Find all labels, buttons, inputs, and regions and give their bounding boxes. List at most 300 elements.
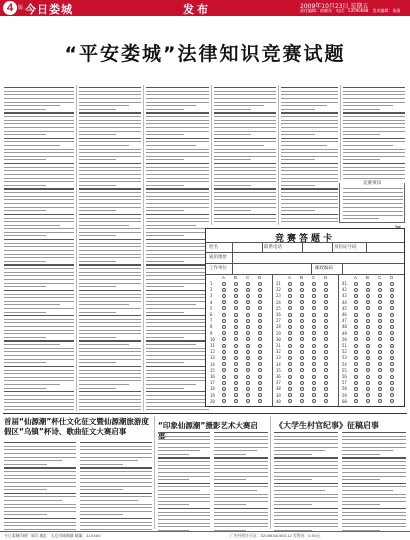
answer-bubble[interactable] [324,362,328,366]
answer-bubble[interactable] [222,393,226,397]
answer-bubble[interactable] [378,393,382,397]
column-rule [76,85,77,411]
issue-date: 2009年10月23日 星期五 [300,3,369,10]
answer-bubble[interactable] [366,319,370,323]
answer-bubble[interactable] [354,362,358,366]
answer-bubble[interactable] [366,337,370,341]
answer-bubble[interactable] [354,337,358,341]
answer-bubble[interactable] [300,387,304,391]
answer-bubble[interactable] [312,381,316,385]
answer-bubble[interactable] [324,350,328,354]
answer-bubble[interactable] [324,282,328,286]
question-number: 59 [342,392,347,398]
answer-bubble[interactable] [234,331,238,335]
answer-bubble[interactable] [234,337,238,341]
answer-bubble[interactable] [354,393,358,397]
answer-bubble[interactable] [258,300,262,304]
answer-bubble[interactable] [300,306,304,310]
answer-bubble[interactable] [390,368,394,372]
answer-bubble[interactable] [234,368,238,372]
answer-bubble[interactable] [312,344,316,348]
answer-card-title: 竞赛答题卡 [274,234,335,244]
answer-bubble[interactable] [258,362,262,366]
answer-bubble[interactable] [222,337,226,341]
question-number: 19 [210,392,215,398]
answer-bubble[interactable] [390,300,394,304]
answer-bubble[interactable] [366,381,370,385]
answer-bubble[interactable] [246,362,250,366]
answer-bubble[interactable] [354,294,358,298]
answer-bubble[interactable] [234,362,238,366]
answer-bubble[interactable] [288,337,292,341]
answer-bubble[interactable] [390,337,394,341]
answer-bubble[interactable] [390,362,394,366]
answer-bubble[interactable] [366,282,370,286]
answer-bubble[interactable] [312,387,316,391]
contest-notes-title: 竞赛须知 [340,180,404,186]
answer-bubble[interactable] [300,337,304,341]
answer-bubble[interactable] [324,344,328,348]
question-number: 42 [342,287,347,293]
answer-bubble[interactable] [258,350,262,354]
answer-bubble[interactable] [300,375,304,379]
answer-bubble[interactable] [312,331,316,335]
question-number: 44 [342,299,347,305]
question-number: 3 [210,293,213,299]
answer-bubble[interactable] [390,399,394,403]
answer-bubble[interactable] [300,362,304,366]
answer-bubble[interactable] [390,393,394,397]
answer-bubble[interactable] [222,294,226,298]
answer-bubble[interactable] [312,399,316,403]
answer-bubble[interactable] [288,344,292,348]
answer-bubble[interactable] [288,294,292,298]
question-number: 17 [210,380,215,386]
answer-bubble[interactable] [390,344,394,348]
answer-bubble[interactable] [246,331,250,335]
answer-bubble[interactable] [246,399,250,403]
answer-bubble[interactable] [246,306,250,310]
answer-bubble[interactable] [246,350,250,354]
answer-bubble[interactable] [312,319,316,323]
answer-bubble[interactable] [378,350,382,354]
question-number: 31 [276,343,281,348]
answer-bubble[interactable] [258,294,262,298]
answer-bubble[interactable] [324,356,328,360]
answer-bubble[interactable] [366,294,370,298]
answer-bubble[interactable] [288,319,292,323]
answer-bubble[interactable] [390,288,394,292]
answer-bubble[interactable] [378,282,382,286]
answer-bubble[interactable] [390,294,394,298]
question-number: 15 [210,367,215,373]
answer-bubble[interactable] [222,387,226,391]
answer-bubble[interactable] [288,331,292,335]
question-number: 23 [276,293,281,299]
answer-bubble[interactable] [366,288,370,292]
text-column [343,87,405,181]
answer-bubble[interactable] [324,313,328,317]
answer-bubble[interactable] [222,325,226,329]
text-column [281,87,338,225]
answer-bubble[interactable] [258,288,262,292]
answer-bubble[interactable] [390,325,394,329]
answer-bubble[interactable] [222,319,226,323]
answer-bubble[interactable] [222,288,226,292]
address-field-label: 通讯地址 [209,255,227,260]
answer-bubble[interactable] [354,300,358,304]
answer-bubble[interactable] [324,387,328,391]
choice-letter-label: A [222,275,226,280]
choice-letter-label: D [324,275,328,280]
answer-bubble[interactable] [288,313,292,317]
question-number: 35 [276,367,281,373]
answer-bubble[interactable] [354,331,358,335]
answer-bubble[interactable] [324,306,328,310]
answer-bubble[interactable] [354,325,358,329]
answer-bubble[interactable] [222,399,226,403]
answer-bubble[interactable] [378,325,382,329]
answer-bubble[interactable] [378,387,382,391]
answer-bubble[interactable] [378,375,382,379]
answer-bubble[interactable] [246,381,250,385]
answer-bubble[interactable] [366,306,370,310]
answer-bubble[interactable] [234,344,238,348]
answer-bubble[interactable] [324,368,328,372]
answer-bubble[interactable] [258,387,262,391]
answer-bubble[interactable] [312,350,316,354]
answer-bubble[interactable] [390,387,394,391]
question-number: 18 [210,386,215,392]
question-number: 53 [342,355,347,361]
answer-bubble[interactable] [378,306,382,310]
question-number: 7 [210,318,213,324]
answer-bubble[interactable] [366,368,370,372]
answer-bubble[interactable] [288,282,292,286]
answer-bubble[interactable] [288,325,292,329]
answer-bubble[interactable] [312,375,316,379]
answer-bubble[interactable] [324,300,328,304]
question-number: 54 [342,361,347,367]
answer-bubble[interactable] [300,319,304,323]
answer-bubble[interactable] [354,313,358,317]
answer-bubble[interactable] [390,381,394,385]
section-divider [3,413,407,414]
answer-bubble[interactable] [366,387,370,391]
question-number: 30 [276,336,281,342]
answer-bubble[interactable] [288,381,292,385]
answer-bubble[interactable] [390,306,394,310]
answer-bubble[interactable] [324,375,328,379]
answer-bubble[interactable] [300,282,304,286]
answer-bubble[interactable] [300,300,304,304]
question-number: 58 [342,386,347,392]
column-rule [278,85,279,225]
answer-bubble[interactable] [312,356,316,360]
answer-bubble[interactable] [312,337,316,341]
answer-bubble[interactable] [246,288,250,292]
answer-bubble[interactable] [300,399,304,403]
answer-bubble[interactable] [324,331,328,335]
text-column [4,442,76,540]
answer-bubble[interactable] [222,350,226,354]
answer-bubble[interactable] [312,306,316,310]
answer-bubble[interactable] [246,313,250,317]
answer-bubble[interactable] [378,288,382,292]
answer-bubble[interactable] [354,368,358,372]
answer-bubble[interactable] [390,319,394,323]
answer-bubble[interactable] [324,294,328,298]
answer-bubble[interactable] [234,282,238,286]
answer-bubble[interactable] [288,306,292,310]
answer-bubble[interactable] [288,399,292,403]
answer-bubble[interactable] [234,393,238,397]
answer-bubble[interactable] [378,319,382,323]
answer-bubble[interactable] [324,381,328,385]
answer-bubble[interactable] [366,300,370,304]
answer-bubble[interactable] [300,325,304,329]
answer-bubble[interactable] [390,282,394,286]
answer-bubble[interactable] [258,399,262,403]
answer-bubble[interactable] [288,368,292,372]
answer-bubble[interactable] [354,306,358,310]
answer-bubble[interactable] [378,337,382,341]
answer-bubble[interactable] [234,294,238,298]
choice-letter-label: B [366,275,370,280]
answer-bubble[interactable] [300,331,304,335]
answer-bubble[interactable] [390,350,394,354]
question-number: 5 [210,305,213,311]
answer-bubble[interactable] [354,399,358,403]
question-number: 52 [342,349,347,355]
answer-bubble[interactable] [312,313,316,317]
answer-bubble[interactable] [366,375,370,379]
answer-bubble[interactable] [312,325,316,329]
answer-bubble[interactable] [258,313,262,317]
answer-bubble[interactable] [258,325,262,329]
question-number: 24 [276,299,281,305]
answer-bubble[interactable] [258,337,262,341]
question-number: 38 [276,386,281,392]
answer-bubble[interactable] [366,362,370,366]
answer-bubble[interactable] [378,331,382,335]
answer-bubble[interactable] [246,344,250,348]
answer-bubble[interactable] [246,387,250,391]
answer-bubble[interactable] [258,368,262,372]
answer-bubble[interactable] [378,294,382,298]
answer-bubble[interactable] [324,393,328,397]
answer-bubble[interactable] [234,381,238,385]
workplace-field-label: 工作单位 [209,266,227,271]
answer-bubble[interactable] [222,306,226,310]
answer-bubble[interactable] [234,325,238,329]
answer-bubble[interactable] [354,350,358,354]
answer-bubble[interactable] [312,393,316,397]
answer-bubble[interactable] [366,331,370,335]
answer-bubble[interactable] [324,399,328,403]
answer-bubble[interactable] [234,313,238,317]
question-number: 12 [210,349,215,355]
question-number: 39 [276,392,281,398]
answer-bubble[interactable] [300,350,304,354]
answer-bubble[interactable] [258,282,262,286]
answer-bubble[interactable] [258,375,262,379]
answer-bubble[interactable] [222,313,226,317]
footer-printer-info: 今日娄城印刷厂承印 地址：太仓市城厢镇 邮编：215400 [4,533,101,538]
answer-bubble[interactable] [312,282,316,286]
text-column [158,432,210,540]
answer-bubble[interactable] [234,356,238,360]
answer-bubble[interactable] [312,300,316,304]
column-rule [143,85,144,411]
answer-bubble[interactable] [234,306,238,310]
question-number: 26 [276,312,281,317]
answer-bubble[interactable] [354,288,358,292]
answer-bubble[interactable] [354,381,358,385]
answer-bubble[interactable] [324,288,328,292]
answer-bubble[interactable] [222,362,226,366]
answer-bubble[interactable] [354,356,358,360]
answer-bubble[interactable] [288,288,292,292]
answer-bubble[interactable] [258,381,262,385]
answer-bubble[interactable] [378,344,382,348]
answer-bubble[interactable] [246,356,250,360]
answer-bubble[interactable] [234,399,238,403]
answer-bubble[interactable] [246,375,250,379]
answer-bubble[interactable] [324,319,328,323]
answer-bubble[interactable] [234,319,238,323]
question-number: 47 [342,318,347,324]
answer-bubble[interactable] [234,375,238,379]
answer-bubble[interactable] [288,356,292,360]
answer-bubble[interactable] [288,300,292,304]
answer-bubble[interactable] [246,319,250,323]
question-number: 60 [342,398,347,404]
answer-bubble[interactable] [366,344,370,348]
question-number: 41 [342,281,347,286]
answer-bubble[interactable] [390,331,394,335]
answer-bubble[interactable] [222,282,226,286]
question-number: 20 [210,398,215,404]
answer-bubble[interactable] [378,300,382,304]
question-number: 57 [342,380,347,386]
answer-bubble[interactable] [300,381,304,385]
answer-bubble[interactable] [366,356,370,360]
answer-bubble[interactable] [258,356,262,360]
question-number: 25 [276,305,281,311]
answer-bubble[interactable] [378,356,382,360]
answer-bubble[interactable] [234,288,238,292]
answer-bubble[interactable] [222,381,226,385]
question-number: 27 [276,318,281,324]
page-ban-label: 版 [18,5,24,11]
answer-bubble[interactable] [288,350,292,354]
question-number: 34 [276,361,281,367]
text-column [214,87,276,225]
answer-bubble[interactable] [378,381,382,385]
answer-bubble[interactable] [246,282,250,286]
answer-bubble[interactable] [390,356,394,360]
answer-bubble[interactable] [366,399,370,403]
answer-bubble[interactable] [390,375,394,379]
answer-bubble[interactable] [378,362,382,366]
answer-bubble[interactable] [378,399,382,403]
answer-bubble[interactable] [234,387,238,391]
masthead-bar [0,0,410,16]
answer-bubble[interactable] [366,313,370,317]
answer-bubble[interactable] [300,288,304,292]
answer-bubble[interactable] [354,319,358,323]
answer-bubble[interactable] [258,306,262,310]
answer-bubble[interactable] [366,393,370,397]
question-number: 9 [210,330,213,336]
grid-column-rule [272,274,273,407]
answer-bubble[interactable] [234,350,238,354]
answer-bubble[interactable] [222,368,226,372]
answer-bubble[interactable] [258,331,262,335]
answer-bubble[interactable] [354,344,358,348]
question-number: 46 [342,312,347,317]
answer-bubble[interactable] [300,313,304,317]
text-column [79,87,141,413]
answer-bubble[interactable] [246,300,250,304]
answer-bubble[interactable] [246,393,250,397]
answer-bubble[interactable] [246,368,250,372]
page-headline: “平安娄城”法律知识竞赛试题 [64,43,346,65]
answer-bubble[interactable] [312,362,316,366]
answer-bubble[interactable] [324,325,328,329]
answer-bubble[interactable] [390,313,394,317]
answer-bubble[interactable] [246,337,250,341]
answer-bubble[interactable] [222,300,226,304]
answer-bubble[interactable] [366,350,370,354]
answer-bubble[interactable] [312,294,316,298]
question-number: 28 [276,324,281,330]
answer-bubble[interactable] [288,362,292,366]
question-number: 16 [210,374,215,379]
question-number: 29 [276,330,281,336]
answer-bubble[interactable] [258,393,262,397]
answer-bubble[interactable] [222,375,226,379]
answer-bubble[interactable] [378,368,382,372]
answer-bubble[interactable] [222,356,226,360]
answer-bubble[interactable] [378,313,382,317]
answer-bubble[interactable] [258,344,262,348]
answer-bubble[interactable] [300,344,304,348]
answer-bubble[interactable] [288,375,292,379]
answer-card[interactable] [205,228,405,407]
answer-bubble[interactable] [222,344,226,348]
answer-bubble[interactable] [288,393,292,397]
answer-bubble[interactable] [324,337,328,341]
answer-bubble[interactable] [288,387,292,391]
answer-bubble[interactable] [354,282,358,286]
answer-bubble[interactable] [258,319,262,323]
answer-bubble[interactable] [312,288,316,292]
answer-bubble[interactable] [222,331,226,335]
answer-bubble[interactable] [354,375,358,379]
answer-bubble[interactable] [312,368,316,372]
answer-bubble[interactable] [300,368,304,372]
answer-bubble[interactable] [354,387,358,391]
answer-bubble[interactable] [300,393,304,397]
answer-bubble[interactable] [246,325,250,329]
answer-bubble[interactable] [300,356,304,360]
answer-bubble[interactable] [234,300,238,304]
answer-bubble[interactable] [300,294,304,298]
answer-bubble[interactable] [246,294,250,298]
answer-bubble[interactable] [366,325,370,329]
